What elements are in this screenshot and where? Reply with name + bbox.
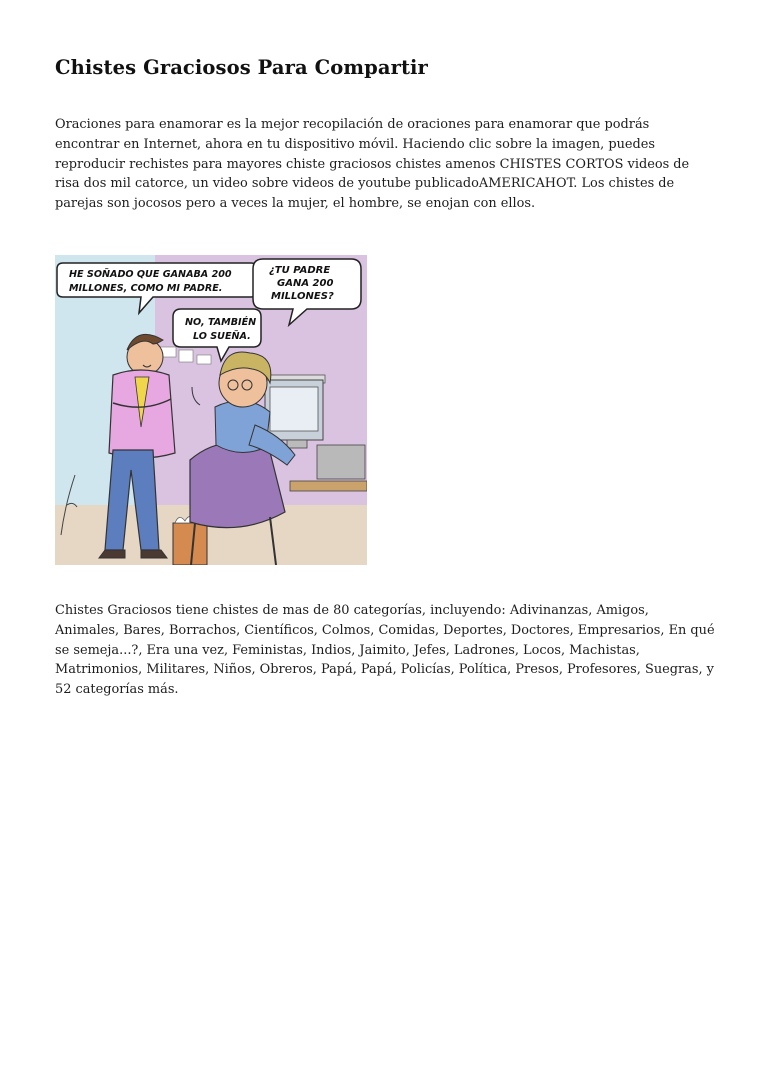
bubble-left-line1: HE SOÑADO QUE GANABA 200 [69,269,232,281]
bubble-left-line2: MILLONES, COMO MI PADRE. [69,283,223,295]
document-page [55,56,715,699]
categories-paragraph: Chistes Graciosos tiene chistes de mas de 80 categorías, incluyendo: Adivinanzas, Amigos, Animales, Bares, Borrachos, Científicos, Colmos, Comidas, Deportes, Doctores, Empresarios, En qué se semeja...?, Era una vez, Feministas, Indios, Jaimito, Jefes, Ladrones, Locos, Machistas, Matrimonios, Militares, Niños, Obreros, Papá, Papá, Policías, Política, Presos, Profesores, Suegras, y 52 categorías más. [55,603,715,697]
document-title: Chistes Graciosos Para Compartir [55,56,428,79]
bubble-right-line1: ¿TU PADRE [269,265,331,277]
bubble-middle-line1: NO, TAMBIÉN [185,317,257,329]
intro-paragraph: Oraciones para enamorar es la mejor recopilación de oraciones para enamorar que podrás encontrar en Internet, ahora en tu dispositivo móvil. Haciendo clic sobre la imagen, puedes reproducir rechistes para mayores chiste graciosos chistes amenos CHISTES CORTOS videos de risa dos mil catorce, un video sobre videos de youtube publicadoAMERICAHOT. Los chistes de parejas son jocosos pero a veces la mujer, el hombre, se enojan con ellos. [55,117,690,211]
bubble-middle-line2: LO SUEÑA. [193,331,251,343]
cartoon-image[interactable] [55,255,367,565]
bubble-right-line2: GANA 200 [277,278,334,290]
bubble-right-line3: MILLONES? [271,291,334,303]
